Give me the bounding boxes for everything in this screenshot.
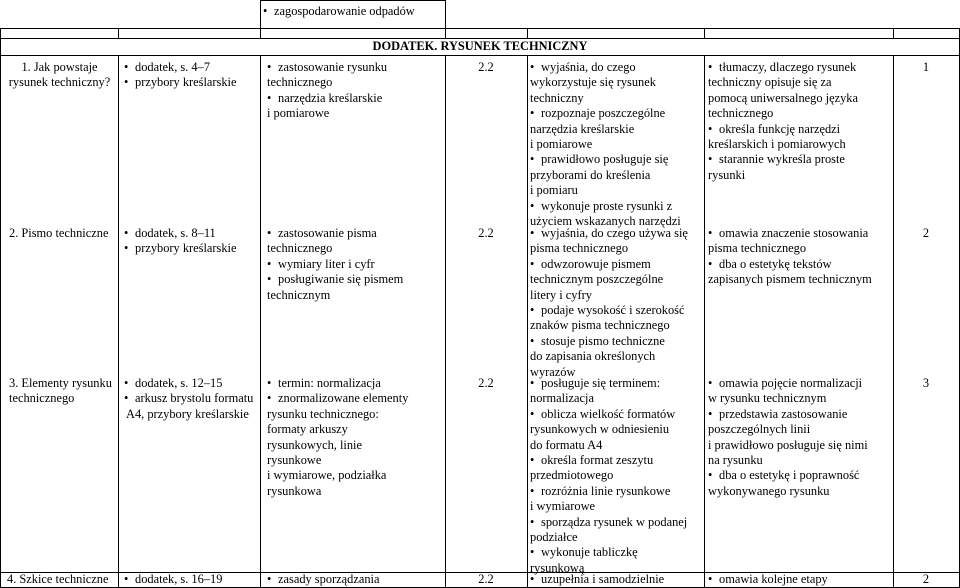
row1-basic: • wyjaśnia, do czego wykorzystuje się rysunek techniczny • rozpoznaje poszczególne narzędzia kreślarskie i pomiarowe • prawidłowo posługuje się przyborami do kreślenia i pomiaru • wykonuje proste rysunki z użyciem wskazanych narzędzi (530, 60, 704, 229)
row2-extended: • omawia znaczenie stosowania pisma technicznego • dba o estetykę tekstów zapisanych pismem technicznym (708, 226, 893, 288)
row2-materials: • dodatek, s. 8–11 • przybory kreślarskie (124, 226, 259, 257)
row4-extended: • omawia kolejne etapy (708, 572, 893, 587)
row3-basic: • posługuje się terminem: normalizacja • oblicza wielkość formatów rysunkowych w odniesieniu do formatu A4 • określa format zeszytu przedmiotowego • rozróżnia linie rysunkowe i wymiarowe • sporządza rysunek w podanej podziałce • wykonuje tabliczkę rysunkową (530, 376, 704, 576)
row2-hours: 2 (922, 226, 930, 240)
row3-topic: 3. Elementy rysunku technicznego (9, 376, 112, 406)
row1-topic: 1. Jak powstaje rysunek techniczny? (8, 60, 111, 90)
row4-basic: • uzupełnia i samodzielnie (530, 572, 704, 587)
row4-materials: • dodatek, s. 16–19 (124, 572, 259, 587)
row2-basic: • wyjaśnia, do czego używa się pisma technicznego • odwzorowuje pismem technicznym poszczególne litery i cyfry • podaje wysokość i szerokość znaków pisma technicznego • stosuje pismo techniczne do zapisania określonych wyrazów (530, 226, 704, 380)
row1-materials: • dodatek, s. 4–7 • przybory kreślarskie (124, 60, 259, 91)
row4-hours: 2 (922, 572, 930, 586)
row3-hours: 3 (922, 376, 930, 390)
section-header: DODATEK. RYSUNEK TECHNICZNY (372, 39, 588, 53)
top-row-content: • zagospodarowanie odpadów (263, 4, 443, 19)
row3-materials: • dodatek, s. 12–15 • arkusz brystolu formatu A4, przybory kreślarskie (124, 376, 259, 422)
row1-content: • zastosowanie rysunku technicznego • narzędzia kreślarskie i pomiarowe (267, 60, 445, 122)
row3-content: • termin: normalizacja • znormalizowane elementy rysunku technicznego: formaty arkuszy rysunkowych, linie rysunkowe i wymiarowe, podziałka rysunkowa (267, 376, 445, 499)
row4-topic: 4. Szkice techniczne (7, 572, 109, 586)
row1-extended: • tłumaczy, dlaczego rysunek techniczny opisuje się za pomocą uniwersalnego języka technicznego • określa funkcję narzędzi kreślarskich i pomiarowych • starannie wykreśla proste rysunki (708, 60, 893, 183)
row2-requirement: 2.2 (478, 226, 494, 240)
row2-content: • zastosowanie pisma technicznego • wymiary liter i cyfr • posługiwanie się pismem technicznym (267, 226, 445, 303)
row3-requirement: 2.2 (478, 376, 494, 390)
row1-requirement: 2.2 (478, 60, 494, 74)
row3-extended: • omawia pojęcie normalizacji w rysunku technicznym • przedstawia zastosowanie poszczególnych linii i prawidłowo posługuje się nimi na rysunku • dba o estetykę i poprawność wykonywanego rysunku (708, 376, 893, 499)
row2-topic: 2. Pismo techniczne (9, 226, 109, 240)
row4-content: • zasady sporządzania (267, 572, 445, 587)
row4-requirement: 2.2 (478, 572, 494, 586)
row1-hours: 1 (922, 60, 930, 74)
